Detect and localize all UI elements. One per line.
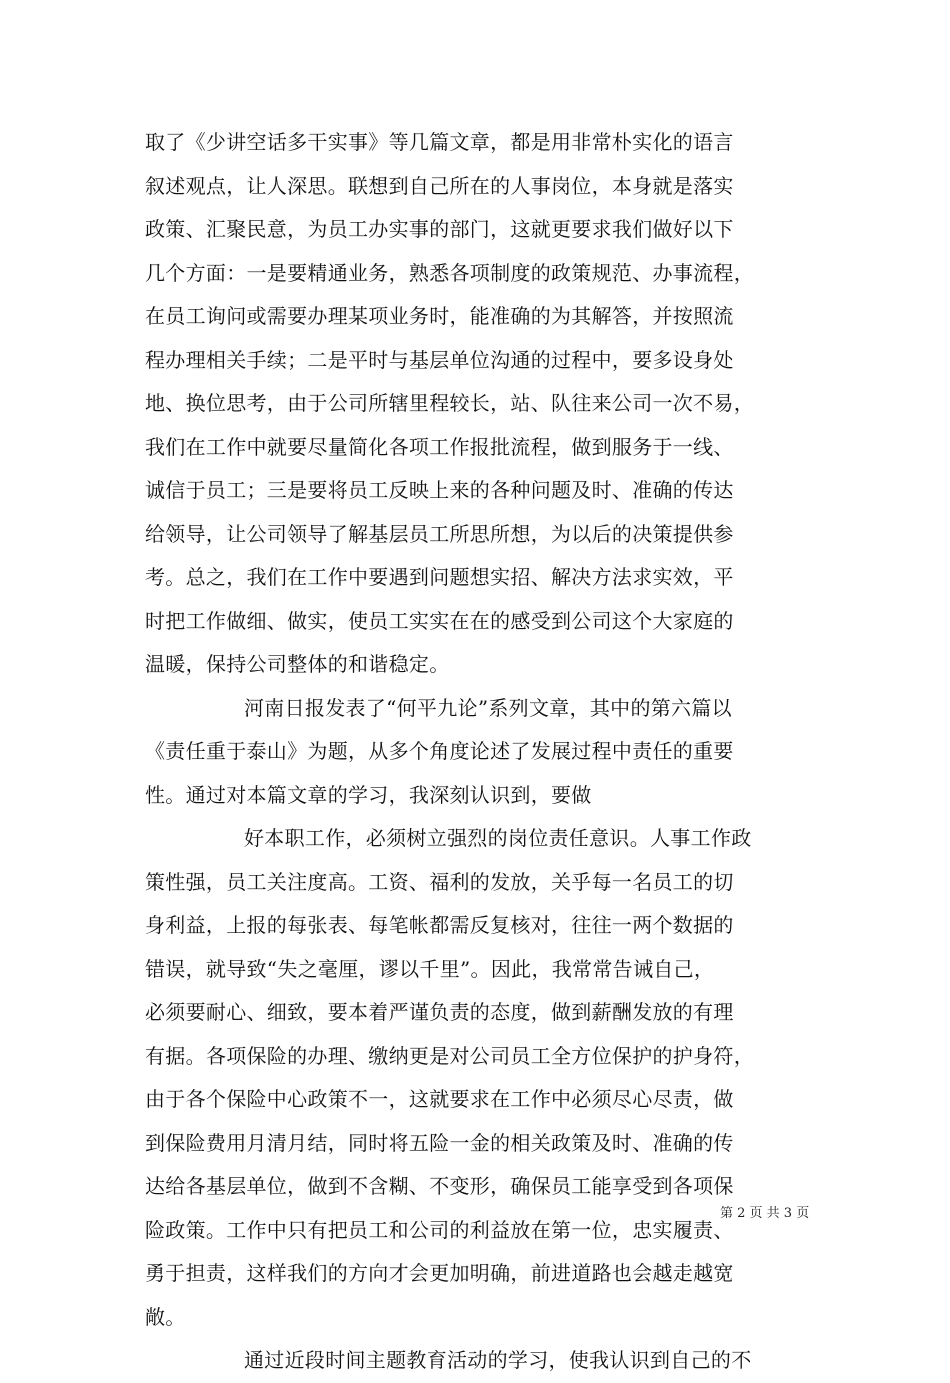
text-line: 时把工作做细、做实，使员工实实在在的感受到公司这个大家庭的 xyxy=(145,608,734,633)
text-line: 程办理相关手续；二是平时与基层单位沟通的过程中，要多设身处 xyxy=(145,347,734,372)
text-line: 身利益，上报的每张表、每笔帐都需反复核对，往往一两个数据的 xyxy=(145,913,734,937)
text-line: 错误，就导致“失之毫厘，谬以千里”。因此，我常常告诫自己， xyxy=(145,956,715,981)
text-line: 诚信于员工；三是要将员工反映上来的各种问题及时、准确的传达 xyxy=(145,478,734,502)
text-line: 《责任重于泰山》为题，从多个角度论述了发展过程中责任的重要 xyxy=(145,739,734,763)
text-line: 我们在工作中就要尽量简化各项工作报批流程，做到服务于一线、 xyxy=(145,434,734,459)
text-line: 必须要耐心、细致，要本着严谨负责的态度，做到薪酬发放的有理 xyxy=(145,1000,734,1024)
text-line: 政策、汇聚民意，为员工办实事的部门，这就更要求我们做好以下 xyxy=(145,217,734,241)
text-line: 给领导，让公司领导了解基层员工所思所想，为以后的决策提供参 xyxy=(145,521,734,546)
text-line: 达给各基层单位，做到不含糊、不变形，确保员工能享受到各项保 xyxy=(145,1174,734,1198)
text-line: 策性强，员工关注度高。工资、福利的发放，关乎每一名员工的切 xyxy=(145,869,734,894)
text-line: 性。通过对本篇文章的学习，我深刻认识到，要做 xyxy=(145,782,592,807)
text-line: 考。总之，我们在工作中要遇到问题想实招、解决方法求实效，平 xyxy=(145,565,734,589)
text-line: 勇于担责，这样我们的方向才会更加明确，前进道路也会越走越宽 xyxy=(145,1261,734,1285)
text-line: 到保险费用月清月结，同时将五险一金的相关政策及时、准确的传 xyxy=(145,1130,734,1155)
text-line: 地、换位思考，由于公司所辖里程较长，站、队往来公司一次不易， xyxy=(145,391,754,415)
text-line: 敞。 xyxy=(145,1304,186,1329)
paragraph-start-line: 好本职工作，必须树立强烈的岗位责任意识。人事工作政 xyxy=(244,826,752,850)
page-number-footer: 第 2 页 共 3 页 xyxy=(720,1206,810,1221)
paragraph-start-line: 通过近段时间主题教育活动的学习，使我认识到自己的不 xyxy=(244,1348,752,1372)
text-line: 叙述观点，让人深思。联想到自己所在的人事岗位，本身就是落实 xyxy=(145,173,734,198)
paragraph-start-line: 河南日报发表了“何平九论”系列文章，其中的第六篇以 xyxy=(244,695,732,720)
text-line: 在员工询问或需要办理某项业务时，能准确的为其解答，并按照流 xyxy=(145,304,734,328)
text-line: 有据。各项保险的办理、缴纳更是对公司员工全方位保护的护身符， xyxy=(145,1043,754,1068)
text-line: 险政策。工作中只有把员工和公司的利益放在第一位，忠实履责、 xyxy=(145,1217,734,1242)
text-line: 由于各个保险中心政策不一，这就要求在工作中必须尽心尽责，做 xyxy=(145,1087,734,1111)
text-line: 温暖，保持公司整体的和谐稳定。 xyxy=(145,652,450,676)
text-line: 几个方面：一是要精通业务，熟悉各项制度的政策规范、办事流程， xyxy=(145,260,754,285)
text-line: 取了《少讲空话多干实事》等几篇文章，都是用非常朴实化的语言 xyxy=(145,130,734,154)
body-text xyxy=(145,121,815,1383)
